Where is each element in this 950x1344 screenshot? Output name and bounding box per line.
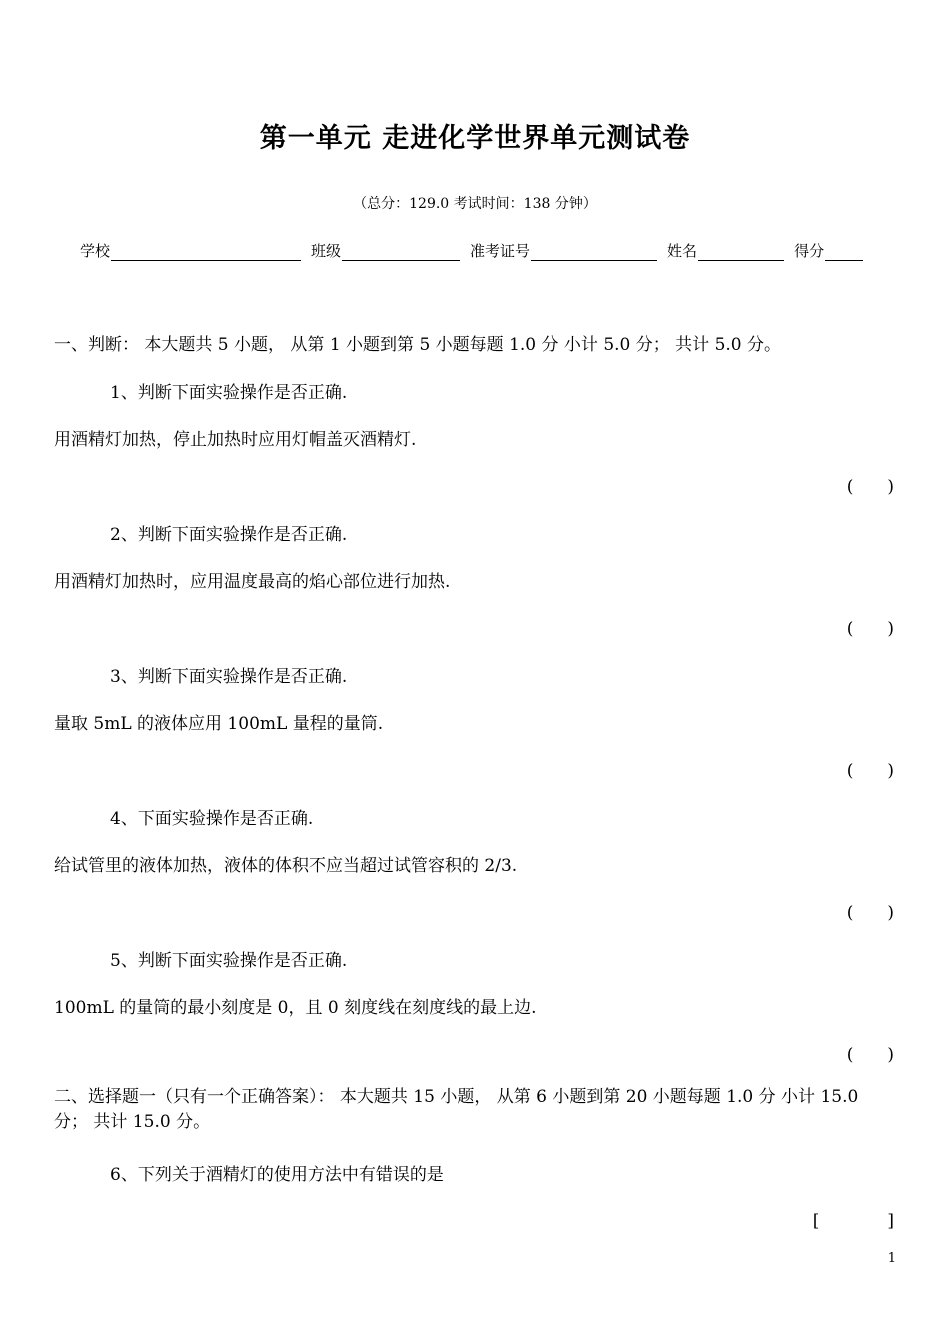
question-prompt: 6、下列关于酒精灯的使用方法中有错误的是 — [110, 1165, 444, 1185]
page-title: 第一单元 走进化学世界单元测试卷 — [259, 123, 691, 154]
class-field — [311, 240, 460, 261]
exam-id-blank[interactable] — [531, 246, 657, 261]
question-prompt: 5、判断下面实验操作是否正确. — [110, 951, 348, 971]
class-label: 班级 — [311, 242, 342, 260]
question-statement: 量取 5mL 的液体应用 100mL 量程的量筒. — [54, 714, 384, 734]
name-field — [667, 240, 784, 261]
score-label: 得分 — [794, 242, 825, 260]
question-statement: 用酒精灯加热时，应用温度最高的焰心部位进行加热. — [54, 572, 451, 592]
name-blank[interactable] — [698, 246, 784, 261]
section-heading: 一、判断： 本大题共 5 小题， 从第 1 小题到第 5 小题每题 1.0 分 小计 5.0 分； 共计 5.0 分。 — [54, 335, 782, 355]
exam-id-field — [470, 240, 657, 261]
question-prompt: 4、下面实验操作是否正确. — [110, 809, 314, 829]
score-field — [794, 240, 863, 261]
answer-box[interactable]: ( ) — [846, 477, 894, 497]
answer-box[interactable]: ( ) — [846, 903, 894, 923]
question-statement: 100mL 的量筒的最小刻度是 0，且 0 刻度线在刻度线的最上边. — [54, 998, 537, 1018]
answer-box[interactable]: ( ) — [846, 761, 894, 781]
exam-meta: （总分：129.0 考试时间：138 分钟） — [353, 196, 597, 212]
question-prompt: 2、判断下面实验操作是否正确. — [110, 525, 348, 545]
page-number: 1 — [887, 1251, 896, 1266]
score-blank[interactable] — [825, 246, 863, 261]
school-blank[interactable] — [111, 246, 301, 261]
school-label: 学校 — [80, 242, 111, 260]
answer-box[interactable]: ( ) — [846, 1045, 894, 1065]
question-statement: 给试管里的液体加热，液体的体积不应当超过试管容积的 2/3. — [54, 856, 518, 876]
school-field — [80, 240, 301, 261]
answer-bracket[interactable]: [ ] — [812, 1211, 894, 1231]
class-blank[interactable] — [342, 246, 460, 261]
name-label: 姓名 — [667, 242, 698, 260]
exam-id-label: 准考证号 — [470, 242, 531, 260]
section-heading: 二、选择题一（只有一个正确答案）： 本大题共 15 小题， 从第 6 小题到第 20 小题每题 1.0 分 小计 15.0 分； 共计 15.0 分。 — [54, 1087, 859, 1132]
question-prompt: 3、判断下面实验操作是否正确. — [110, 667, 348, 687]
answer-box[interactable]: ( ) — [846, 619, 894, 639]
question-prompt: 1、判断下面实验操作是否正确. — [110, 383, 348, 403]
question-statement: 用酒精灯加热，停止加热时应用灯帽盖灭酒精灯. — [54, 430, 417, 450]
student-info-row — [80, 240, 863, 261]
